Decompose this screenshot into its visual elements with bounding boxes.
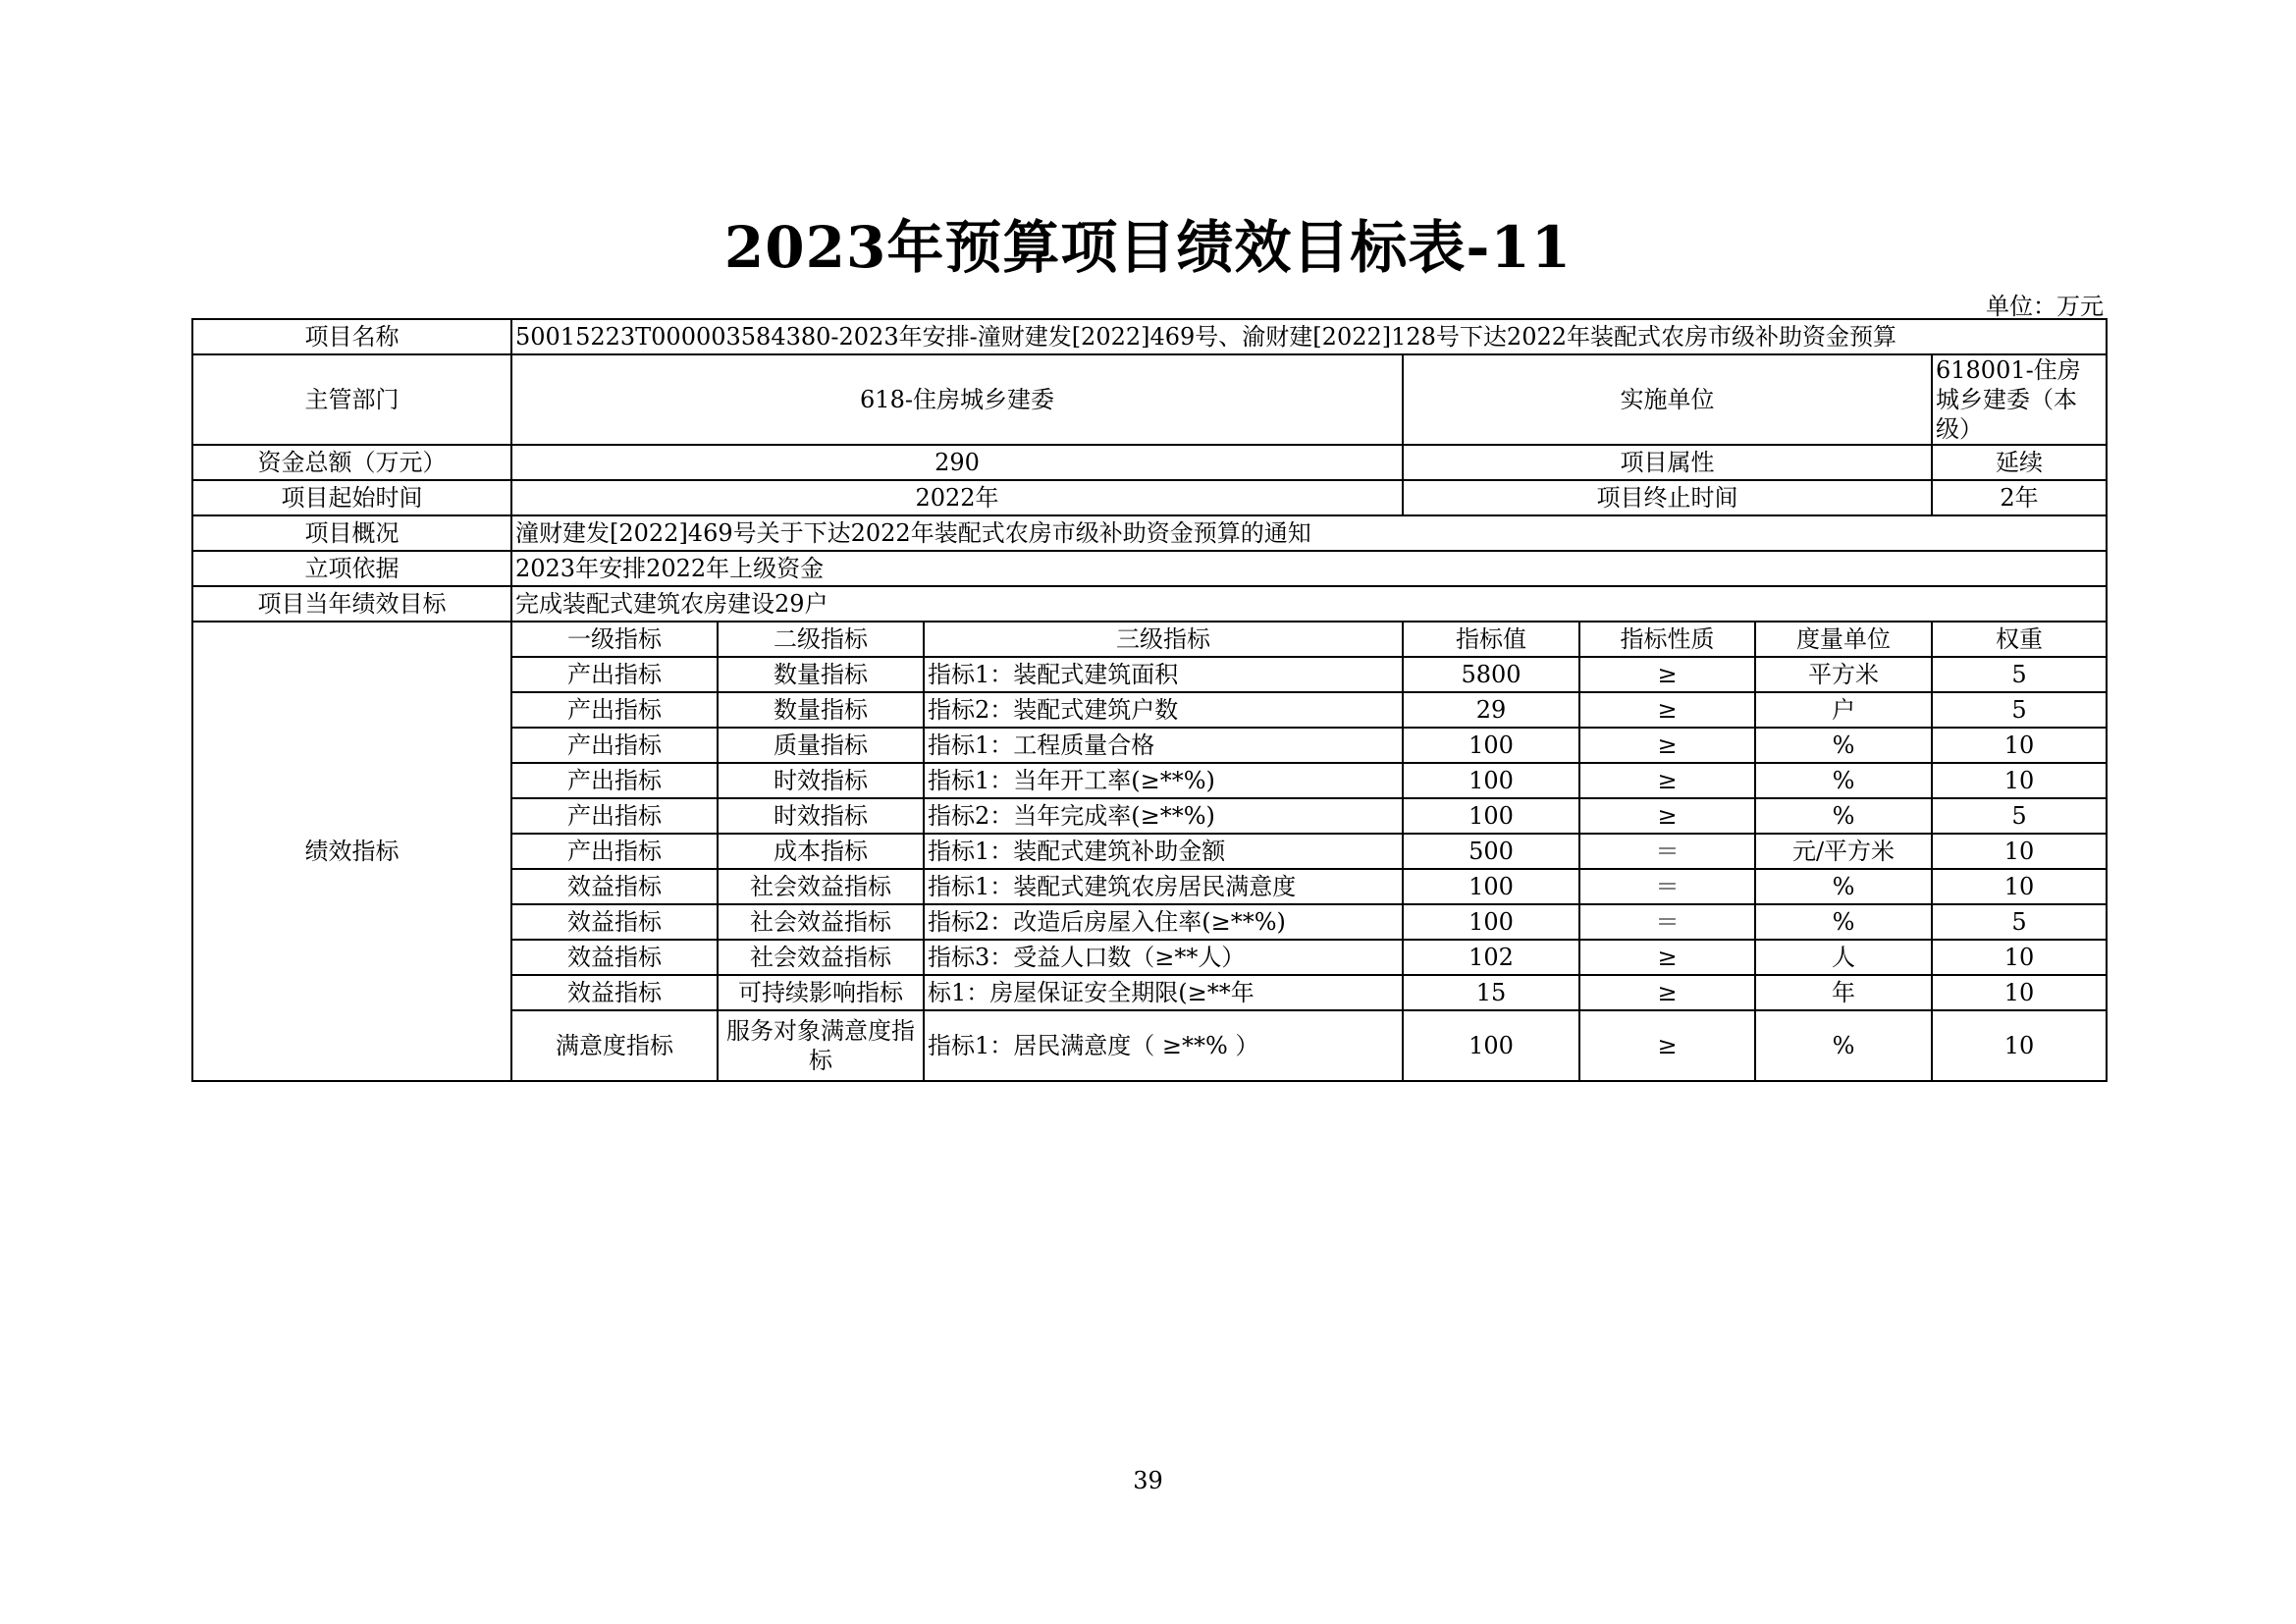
- cell-level3: 指标2：装配式建筑户数: [924, 692, 1403, 728]
- header-level1: 一级指标: [511, 622, 718, 657]
- cell-level1: 产出指标: [511, 657, 718, 692]
- cell-unit: 人: [1755, 940, 1932, 975]
- header-weight: 权重: [1932, 622, 2107, 657]
- cell-unit: %: [1755, 798, 1932, 834]
- row-time: [192, 480, 2107, 515]
- label-overview: 项目概况: [192, 515, 511, 551]
- value-end-time: 2年: [1932, 480, 2107, 515]
- cell-value: 100: [1403, 763, 1579, 798]
- cell-weight: 10: [1932, 940, 2107, 975]
- cell-level3: 指标1：装配式建筑农房居民满意度: [924, 869, 1403, 904]
- cell-weight: 10: [1932, 728, 2107, 763]
- cell-level3: 指标1：工程质量合格: [924, 728, 1403, 763]
- label-basis: 立项依据: [192, 551, 511, 586]
- header-level2: 二级指标: [718, 622, 924, 657]
- cell-weight: 10: [1932, 834, 2107, 869]
- cell-weight: 10: [1932, 869, 2107, 904]
- cell-unit: 平方米: [1755, 657, 1932, 692]
- cell-nature: ≥: [1579, 1010, 1755, 1081]
- cell-level1: 效益指标: [511, 975, 718, 1010]
- cell-weight: 5: [1932, 904, 2107, 940]
- label-indicators: 绩效指标: [192, 622, 511, 1081]
- cell-level1: 产出指标: [511, 692, 718, 728]
- value-department: 618-住房城乡建委: [511, 354, 1403, 445]
- cell-level2: 质量指标: [718, 728, 924, 763]
- row-overview: [192, 515, 2107, 551]
- label-amount: 资金总额（万元）: [192, 445, 511, 480]
- row-basis: [192, 551, 2107, 586]
- performance-table: [191, 318, 2108, 1082]
- page-title: 2023年预算项目绩效目标表-11: [723, 214, 1573, 281]
- cell-value: 500: [1403, 834, 1579, 869]
- cell-level3: 指标3：受益人口数（≥**人）: [924, 940, 1403, 975]
- cell-level2: 数量指标: [718, 657, 924, 692]
- cell-level1: 产出指标: [511, 834, 718, 869]
- cell-weight: 10: [1932, 975, 2107, 1010]
- cell-level3: 指标2：改造后房屋入住率(≥**%): [924, 904, 1403, 940]
- value-attribute: 延续: [1932, 445, 2107, 480]
- value-start-time: 2022年: [511, 480, 1403, 515]
- cell-unit: %: [1755, 869, 1932, 904]
- cell-nature: ＝: [1579, 834, 1755, 869]
- cell-level3: 指标1：当年开工率(≥**%): [924, 763, 1403, 798]
- cell-nature: ≥: [1579, 692, 1755, 728]
- cell-value: 29: [1403, 692, 1579, 728]
- cell-nature: ≥: [1579, 728, 1755, 763]
- cell-unit: 元/平方米: [1755, 834, 1932, 869]
- cell-unit: %: [1755, 1010, 1932, 1081]
- cell-weight: 5: [1932, 692, 2107, 728]
- label-end-time: 项目终止时间: [1403, 480, 1932, 515]
- label-department: 主管部门: [192, 354, 511, 445]
- cell-level1: 产出指标: [511, 763, 718, 798]
- cell-value: 15: [1403, 975, 1579, 1010]
- cell-level1: 满意度指标: [511, 1010, 718, 1081]
- label-implementing-unit: 实施单位: [1403, 354, 1932, 445]
- header-nature: 指标性质: [1579, 622, 1755, 657]
- cell-value: 100: [1403, 869, 1579, 904]
- value-implementing-unit: 618001-住房城乡建委（本级）: [1932, 354, 2107, 445]
- value-overview: 潼财建发[2022]469号关于下达2022年装配式农房市级补助资金预算的通知: [511, 515, 2107, 551]
- cell-nature: ≥: [1579, 798, 1755, 834]
- cell-weight: 5: [1932, 657, 2107, 692]
- label-start-time: 项目起始时间: [192, 480, 511, 515]
- cell-level3: 指标2：当年完成率(≥**%): [924, 798, 1403, 834]
- cell-nature: ＝: [1579, 904, 1755, 940]
- cell-unit: %: [1755, 763, 1932, 798]
- cell-nature: ≥: [1579, 763, 1755, 798]
- cell-value: 5800: [1403, 657, 1579, 692]
- cell-level3: 指标1：居民满意度（ ≥**% ）: [924, 1010, 1403, 1081]
- cell-level2: 成本指标: [718, 834, 924, 869]
- value-goal: 完成装配式建筑农房建设29户: [511, 586, 2107, 622]
- page-number: 39: [1133, 1467, 1163, 1494]
- header-unit: 度量单位: [1755, 622, 1932, 657]
- row-goal: [192, 586, 2107, 622]
- cell-unit: 年: [1755, 975, 1932, 1010]
- header-level3: 三级指标: [924, 622, 1403, 657]
- cell-level2: 时效指标: [718, 798, 924, 834]
- cell-level2: 可持续影响指标: [718, 975, 924, 1010]
- cell-unit: %: [1755, 904, 1932, 940]
- cell-unit: %: [1755, 728, 1932, 763]
- cell-level1: 产出指标: [511, 728, 718, 763]
- cell-level3: 指标1：装配式建筑补助金额: [924, 834, 1403, 869]
- value-project-name: 50015223T000003584380-2023年安排-潼财建发[2022]469号、渝财建[2022]128号下达2022年装配式农房市级补助资金预算: [511, 319, 2107, 354]
- cell-level2: 社会效益指标: [718, 904, 924, 940]
- cell-level2: 服务对象满意度指标: [718, 1010, 924, 1081]
- cell-level3: 标1：房屋保证安全期限(≥**年: [924, 975, 1403, 1010]
- cell-value: 100: [1403, 904, 1579, 940]
- cell-nature: ≥: [1579, 657, 1755, 692]
- cell-weight: 10: [1932, 763, 2107, 798]
- cell-level2: 时效指标: [718, 763, 924, 798]
- cell-weight: 5: [1932, 798, 2107, 834]
- cell-level3: 指标1：装配式建筑面积: [924, 657, 1403, 692]
- cell-value: 100: [1403, 1010, 1579, 1081]
- cell-nature: ≥: [1579, 940, 1755, 975]
- cell-level1: 效益指标: [511, 940, 718, 975]
- label-attribute: 项目属性: [1403, 445, 1932, 480]
- row-project-name: [192, 319, 2107, 354]
- cell-unit: 户: [1755, 692, 1932, 728]
- cell-weight: 10: [1932, 1010, 2107, 1081]
- row-amount: [192, 445, 2107, 480]
- row-department: [192, 354, 2107, 445]
- cell-nature: ＝: [1579, 869, 1755, 904]
- cell-value: 102: [1403, 940, 1579, 975]
- value-basis: 2023年安排2022年上级资金: [511, 551, 2107, 586]
- cell-level2: 社会效益指标: [718, 869, 924, 904]
- indicator-header-row: [192, 622, 2107, 657]
- cell-nature: ≥: [1579, 975, 1755, 1010]
- cell-level2: 社会效益指标: [718, 940, 924, 975]
- label-goal: 项目当年绩效目标: [192, 586, 511, 622]
- cell-level1: 产出指标: [511, 798, 718, 834]
- cell-level1: 效益指标: [511, 904, 718, 940]
- header-value: 指标值: [1403, 622, 1579, 657]
- cell-level2: 数量指标: [718, 692, 924, 728]
- cell-level1: 效益指标: [511, 869, 718, 904]
- value-amount: 290: [511, 445, 1403, 480]
- label-project-name: 项目名称: [192, 319, 511, 354]
- cell-value: 100: [1403, 728, 1579, 763]
- unit-label: 单位：万元: [1986, 293, 2104, 320]
- cell-value: 100: [1403, 798, 1579, 834]
